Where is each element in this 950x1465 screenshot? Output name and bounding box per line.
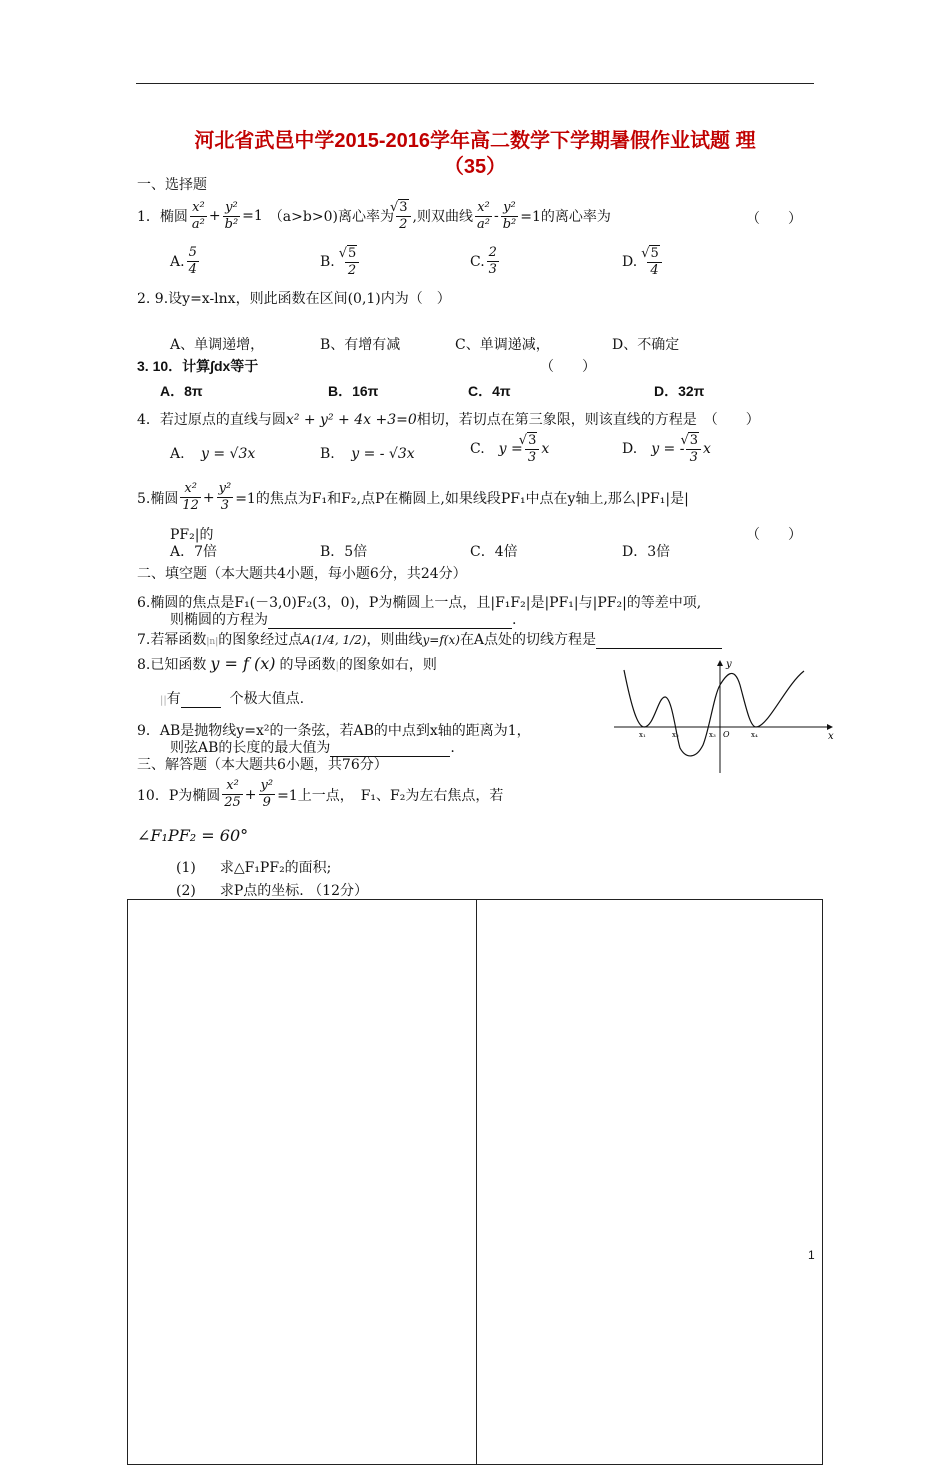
question-8: 8.已知函数 y = f (x) 的导函数|的图象如右，则: [137, 654, 437, 673]
q10-sub1: (1) 求△F₁PF₂的面积;: [176, 860, 332, 876]
question-2: 2. 9.设y=x-lnx，则此函数在区间(0,1)内为（ ）: [137, 291, 451, 307]
q1-prefix: 1．椭圆: [137, 209, 188, 225]
q2-option-a[interactable]: A、单调递增，: [170, 337, 265, 353]
q5-option-a[interactable]: A．7倍: [170, 544, 218, 560]
q4-option-a[interactable]: A. y = √3x: [170, 446, 256, 462]
q4-circle-equation: x² + y² + 4x +3=0: [285, 412, 417, 428]
q8-answer-blank[interactable]: [181, 691, 221, 708]
q1-option-b[interactable]: B. √ $\frac{5}{2}$: [320, 245, 361, 279]
question-1: 1．椭圆 $\frac{\text{x²}}{\text{a²}}$ + $\frac{\text{y²}}{\text{b²}}$ =1 （a>b>0)离心率为 √ $\frac{3}{2}$ ,则双曲线 $\frac{\text{x²}}{\text{a²}}$ - $\frac{\text{y²}}{\text{b²}}$ =1的离心率为: [137, 196, 611, 236]
q5-option-c[interactable]: C．4倍: [470, 544, 518, 560]
question-5: 5.椭圆 $\frac{\text{x²}}{12}$ + $\frac{\text{y²}}{3}$ =1的焦点为F₁和F₂,点P在椭圆上,如果线段PF₁中点在y轴上,那么|PF₁|是|: [137, 481, 689, 513]
q3-paren: （ ）: [540, 359, 596, 375]
q10-angle: ∠F₁PF₂ = 60°: [137, 826, 249, 845]
tick-x1: x₁: [639, 731, 646, 739]
q3-option-a[interactable]: A．8π: [160, 383, 203, 399]
question-7: 7.若幂函数|n|的图象经过点A(1/4, 1/2)，则曲线y=f(x)在A点处的切线方程是: [137, 629, 722, 649]
page-title: 河北省武邑中学2015-2016学年高二数学下学期暑假作业试题 理: [194, 130, 756, 152]
q7-answer-blank[interactable]: [596, 632, 722, 649]
question-6: 6.椭圆的焦点是F₁(－3,0)F₂(3，0)，P为椭圆上一点，且|F₁F₂|是|PF₁|与|PF₂|的等差中项,: [137, 595, 702, 611]
derivative-graph: [610, 655, 840, 775]
q1-paren: （ ）: [746, 211, 802, 227]
tick-x3: x₃: [709, 731, 716, 739]
section-solve: 三、解答题（本大题共6小题，共76分）: [137, 757, 388, 773]
q1-option-a[interactable]: A. $\frac{5}{4}$: [170, 245, 197, 277]
q5-option-b[interactable]: B．5倍: [320, 544, 368, 560]
page-number: 1: [808, 1248, 815, 1262]
q4-option-c[interactable]: C. y = √ $\frac{3}{3}$ x: [470, 432, 549, 466]
section-choice: 一、选择题: [137, 177, 207, 193]
q1-hyp-y: $\frac{\text{y²}}{\text{b²}}$: [502, 199, 517, 232]
q5-option-d[interactable]: D．3倍: [622, 544, 671, 560]
q5-paren: （ ）: [746, 527, 802, 543]
q2-option-c[interactable]: C、单调递减，: [455, 337, 550, 353]
q1-eccentricity: √ $\frac{3}{2}$: [396, 199, 411, 233]
q1-hyp-x: $\frac{\text{x²}}{\text{a²}}$: [476, 199, 490, 232]
tick-x2: x₂: [672, 731, 679, 739]
y-axis-label: y: [726, 659, 732, 670]
q1-frac-x: $\frac{\text{x²}}{\text{a²}}$: [191, 199, 205, 232]
x-axis-label: x: [828, 731, 834, 742]
q10-sub2: (2) 求P点的坐标. （12分）: [176, 883, 368, 899]
derivative-curve: [624, 670, 804, 756]
tick-origin: O: [723, 730, 730, 739]
section-fill: 二、填空题（本大题共4小题，每小题6分，共24分）: [137, 566, 467, 582]
q1-option-c[interactable]: C. $\frac{2}{3}$: [470, 245, 497, 277]
q1-condition: （a>b>0)离心率为: [268, 209, 394, 225]
q1-option-d[interactable]: D. √ $\frac{5}{4}$: [622, 245, 664, 279]
question-9: 9．AB是抛物线y=x²的一条弦，若AB的中点到x轴的距离为1，: [137, 723, 531, 739]
answer-box-divider: [476, 900, 477, 1464]
q4-option-d[interactable]: D. y = - √ $\frac{3}{3}$ x: [622, 432, 711, 466]
q2-option-d[interactable]: D、不确定: [612, 337, 680, 353]
header-rule: [136, 83, 814, 84]
q8-line2: ||有 个极大值点.: [160, 691, 305, 707]
answer-box[interactable]: [127, 899, 823, 1465]
question-10: 10．P为椭圆 $\frac{\text{x²}}{25}$ + $\frac{\text{y²}}{9}$ =1上一点， F₁、F₂为左右焦点，若: [137, 778, 504, 810]
q2-option-b[interactable]: B、有增有减: [320, 337, 401, 353]
question-3: 3. 10．计算∫dx等于: [137, 358, 259, 374]
q5-line2: PF₂|的: [170, 527, 214, 543]
q3-option-d[interactable]: D．32π: [654, 383, 705, 399]
question-4: 4．若过原点的直线与圆x² + y² + 4x +3=0相切，若切点在第三象限，则该直线的方程是 （ ）: [137, 412, 760, 428]
q6-line2: 则椭圆的方程为 .: [170, 612, 517, 628]
q6-answer-blank[interactable]: [268, 612, 512, 629]
q4-option-b[interactable]: B. y = - √3x: [320, 446, 415, 462]
q3-option-b[interactable]: B．16π: [328, 383, 379, 399]
q9-line2: 则弦AB的长度的最大值为 .: [170, 740, 455, 756]
q1-frac-y: $\frac{\text{y²}}{\text{b²}}$: [224, 199, 239, 232]
page-title-number: （35）: [443, 156, 507, 178]
q3-option-c[interactable]: C．4π: [468, 383, 511, 399]
tick-x4: x₄: [751, 731, 758, 739]
